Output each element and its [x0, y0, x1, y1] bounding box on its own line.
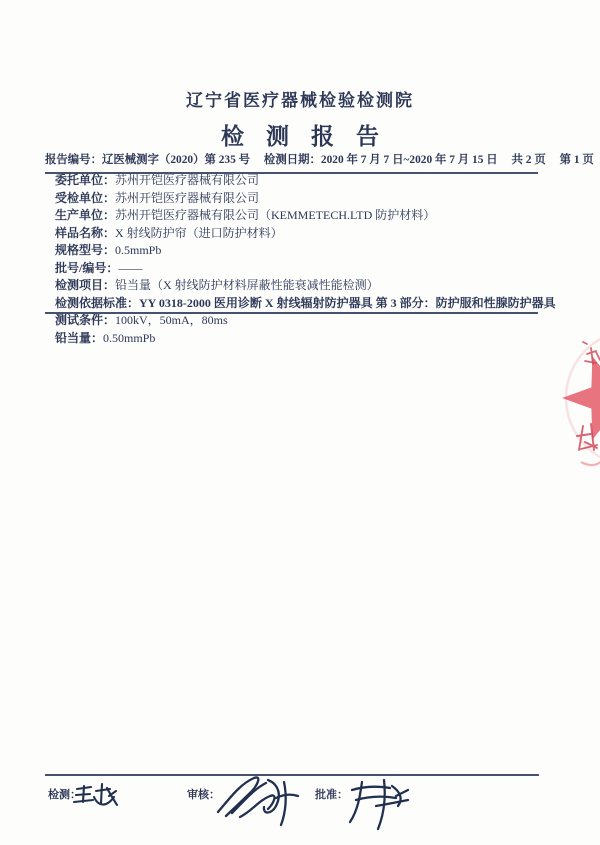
field-row-inspected-unit	[55, 190, 545, 208]
field-row-batch-no	[55, 260, 545, 278]
field-label: 委托单位：	[55, 173, 116, 187]
field-row-sample-name	[55, 225, 545, 243]
seal-edge-arc	[581, 460, 600, 465]
field-label: 生产单位：	[55, 208, 116, 222]
test-date-value: 2020 年 7 月 7 日~2020 年 7 月 15 日	[320, 154, 498, 166]
field-row-standard	[55, 295, 556, 313]
field-row-lead-equivalent	[55, 330, 545, 348]
field-value: X 射线防护帘（进口防护材料）	[115, 225, 283, 240]
field-row-client	[55, 172, 545, 190]
field-label: 样品名称：	[55, 225, 116, 240]
reviewer-label: 审核：	[187, 789, 220, 801]
field-value: YY 0318-2000 医用诊断 X 射线辐射防护器具 第 3 部分：防护服和性腺防护器具	[139, 295, 556, 310]
field-label: 受检单位：	[55, 190, 116, 205]
field-value: 100kV，50mA，80ms	[115, 313, 228, 327]
field-label: 铅当量：	[55, 330, 104, 345]
field-list	[55, 172, 556, 347]
field-row-manufacturer	[55, 207, 545, 225]
field-label: 检测依据标准：	[55, 295, 140, 310]
field-row-test-conditions	[55, 312, 545, 330]
field-value: 苏州开铠医疗器械有限公司	[115, 173, 260, 187]
pages-total: 共 2 页	[511, 154, 546, 166]
divider-above-signatures	[45, 774, 539, 776]
institute-name: 辽宁省医疗器械检验检测院	[186, 91, 414, 110]
field-row-model	[55, 242, 545, 260]
report-no-value: 辽医械测字（2020）第 235 号	[101, 154, 251, 166]
approver-signature	[350, 780, 408, 829]
field-value: 0.5mmPb	[115, 243, 162, 257]
field-label: 检测项目：	[55, 278, 116, 292]
test-date-label: 检测日期：	[263, 154, 321, 166]
field-value: ——	[118, 260, 143, 275]
tester-label: 检测：	[48, 789, 81, 801]
field-label: 测试条件：	[55, 313, 116, 327]
field-row-test-item	[55, 277, 545, 295]
page-current: 第 1 页	[559, 154, 594, 166]
field-value: 铅当量（X 射线防护材料屏蔽性能衰减性能检测）	[115, 278, 379, 292]
field-label: 规格型号：	[55, 243, 116, 257]
reviewer-signature	[218, 777, 298, 825]
approver-label: 批准：	[315, 789, 348, 801]
field-value: 0.50mmPb	[103, 330, 156, 345]
field-label: 批号/编号：	[55, 260, 119, 275]
field-value: 苏州开铠医疗器械有限公司（KEMMETECH.LTD 防护材料）	[115, 208, 436, 222]
field-value: 苏州开铠医疗器械有限公司	[115, 190, 260, 205]
report-header-row	[45, 151, 594, 174]
official-seal-stamp	[550, 328, 600, 470]
official-seal-graphic	[550, 328, 600, 470]
star-icon	[562, 356, 600, 440]
report-no-label: 报告编号：	[45, 154, 102, 166]
report-title: 检测报告	[221, 124, 401, 149]
divider-under-standard	[45, 312, 538, 314]
